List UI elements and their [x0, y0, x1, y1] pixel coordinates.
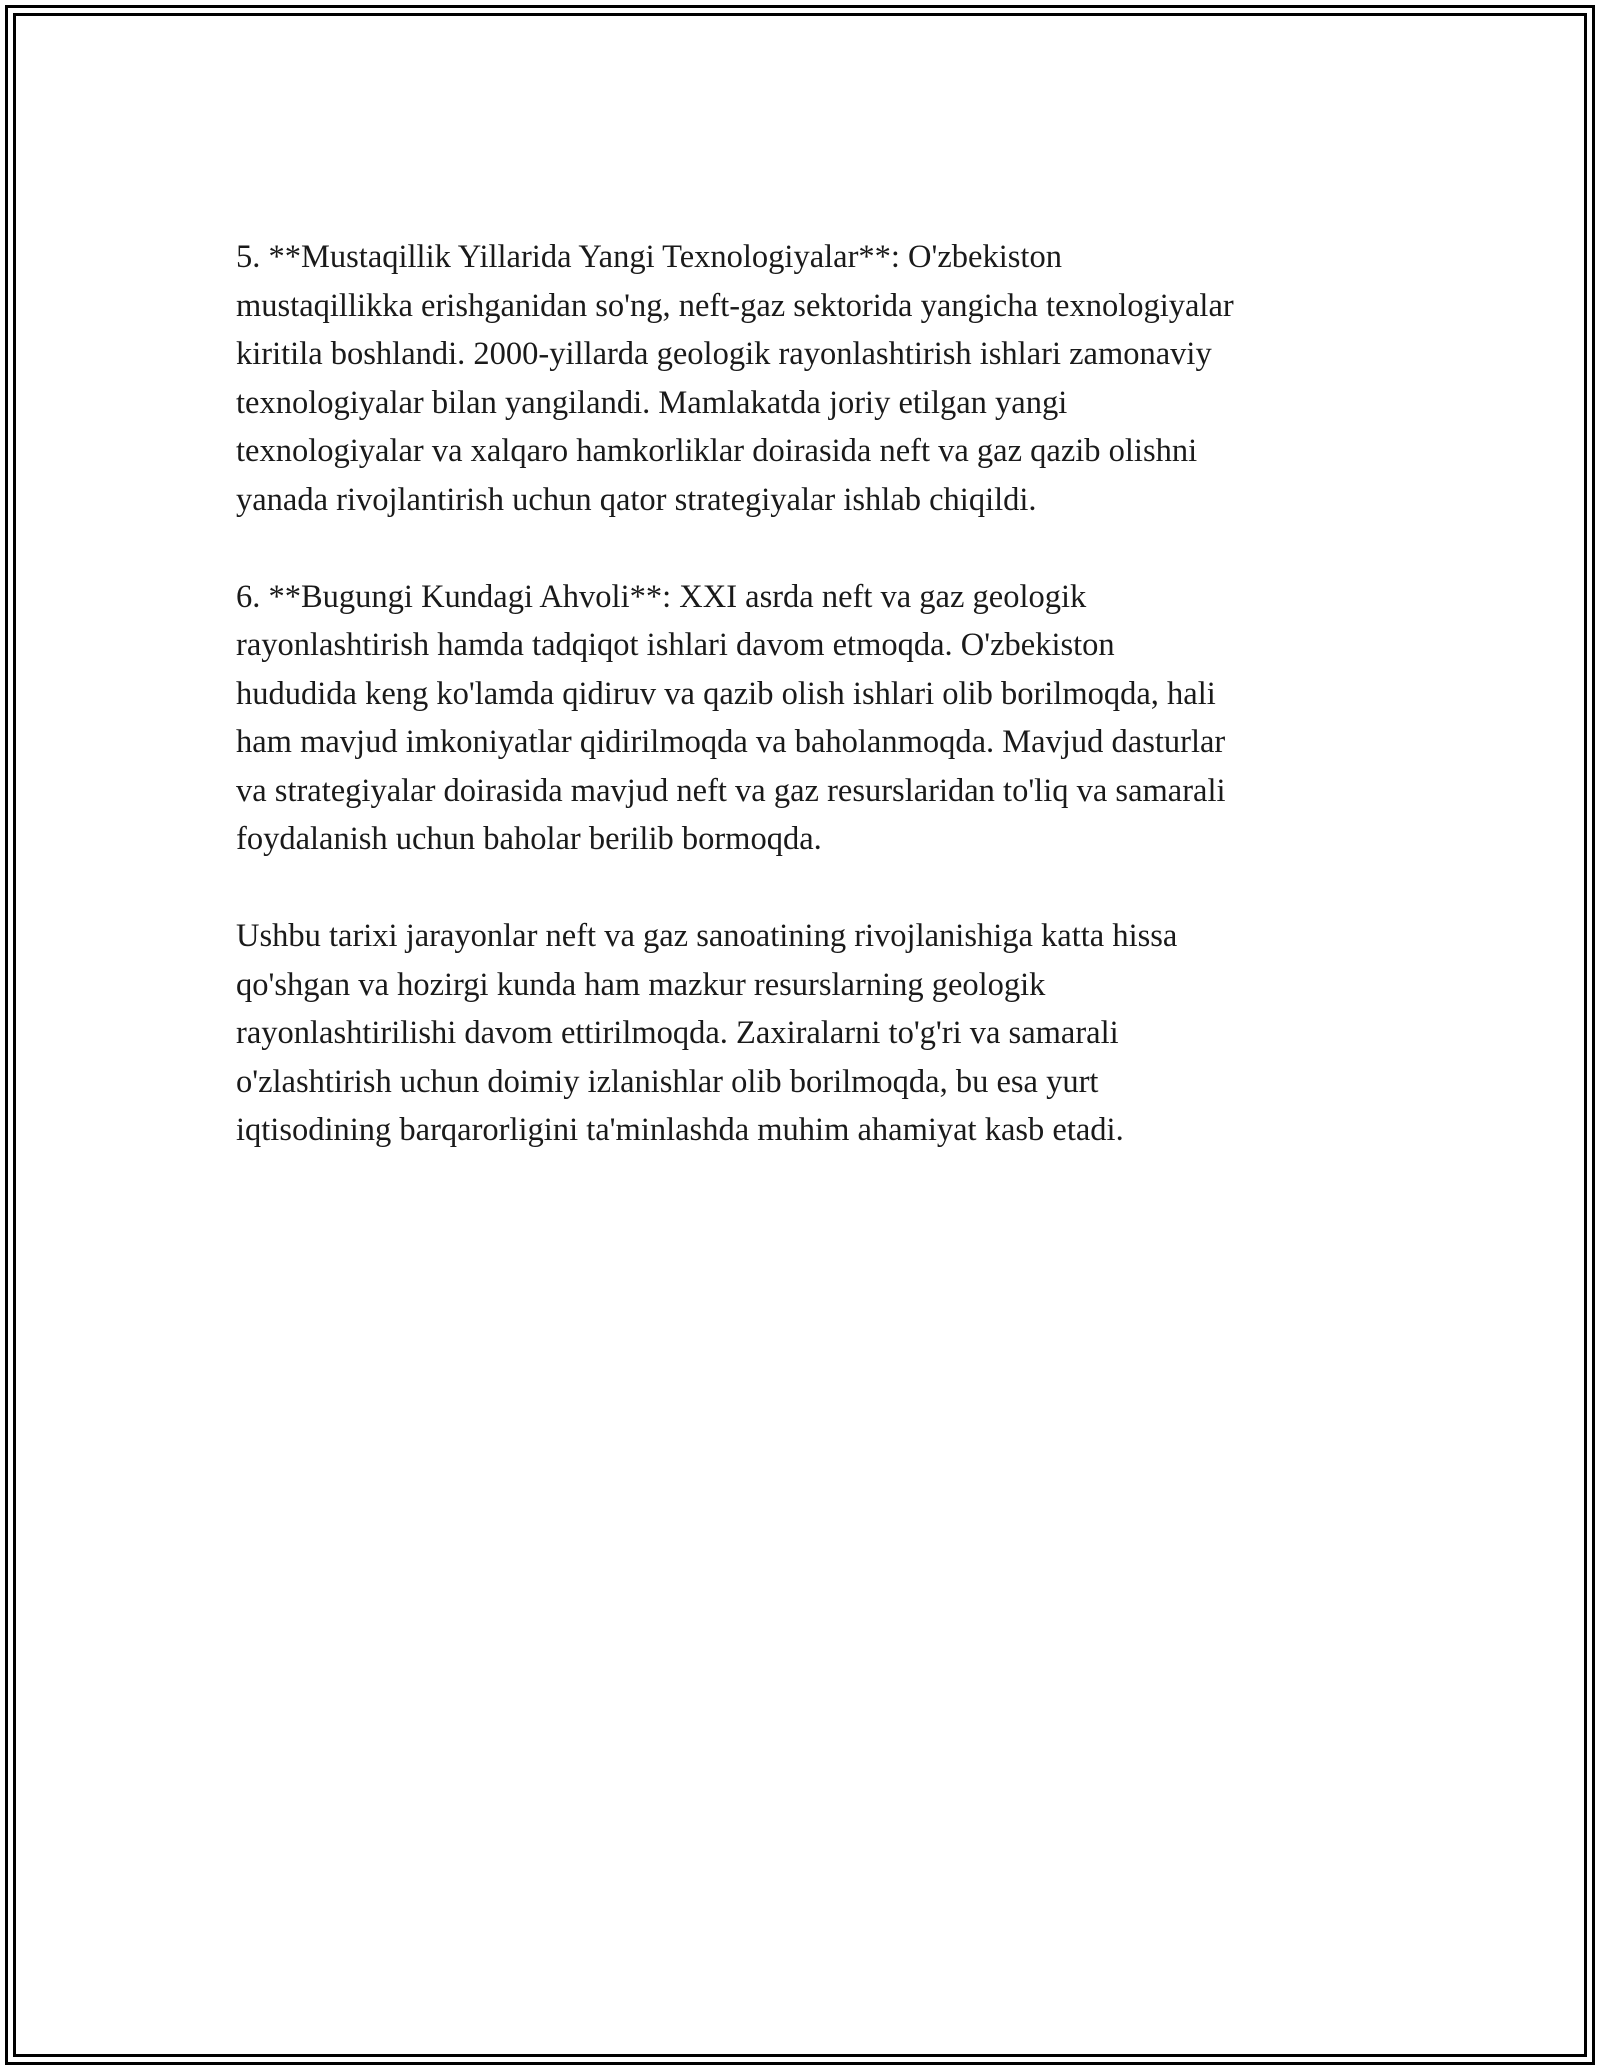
text-line: texnologiyalar bilan yangilandi. Mamlakatda joriy etilgan yangi	[236, 384, 1068, 421]
text-line: hududida keng ko'lamda qidiruv va qazib olish ishlari olib borilmoqda, hali	[236, 675, 1216, 712]
text-line: foydalanish uchun baholar berilib bormoqda.	[236, 821, 822, 857]
text-line: qo'shgan va hozirgi kunda ham mazkur resurslarning geologik	[236, 966, 1046, 1003]
text-line: iqtisodining barqarorligini ta'minlashda muhim ahamiyat kasb etadi.	[236, 1112, 1124, 1148]
text-line: texnologiyalar va xalqaro hamkorliklar doirasida neft va gaz qazib olishni	[236, 433, 1198, 469]
text-line: rayonlashtirish hamda tadqiqot ishlari davom etmoqda. O'zbekiston	[236, 627, 1115, 663]
text-line: yanada rivojlantirish uchun qator strategiyalar ishlab chiqildi.	[236, 481, 1037, 518]
paragraph-5-technologies	[236, 233, 1366, 524]
paragraph-6-current-state	[236, 573, 1366, 864]
text-line: 5. **Mustaqillik Yillarida Yangi Texnologiyalar**: O'zbekiston	[236, 239, 1062, 275]
paragraph-conclusion	[236, 912, 1366, 1155]
text-line: o'zlashtirish uchun doimiy izlanishlar olib borilmoqda, bu esa yurt	[236, 1063, 1099, 1100]
text-line: va strategiyalar doirasida mavjud neft va gaz resurslaridan to'liq va samarali	[236, 772, 1226, 809]
document-body	[236, 233, 1366, 1203]
text-line: ham mavjud imkoniyatlar qidirilmoqda va baholanmoqda. Mavjud dasturlar	[236, 724, 1226, 760]
text-line: rayonlashtirilishi davom ettirilmoqda. Zaxiralarni to'g'ri va samarali	[236, 1015, 1119, 1051]
text-line: Ushbu tarixi jarayonlar neft va gaz sanoatining rivojlanishiga katta hissa	[236, 918, 1178, 954]
text-line: kiritila boshlandi. 2000-yillarda geologik rayonlashtirish ishlari zamonaviy	[236, 336, 1212, 372]
text-line: mustaqillikka erishganidan so'ng, neft-gaz sektorida yangicha texnologiyalar	[236, 287, 1234, 324]
text-line: 6. **Bugungi Kundagi Ahvoli**: XXI asrda neft va gaz geologik	[236, 578, 1087, 615]
